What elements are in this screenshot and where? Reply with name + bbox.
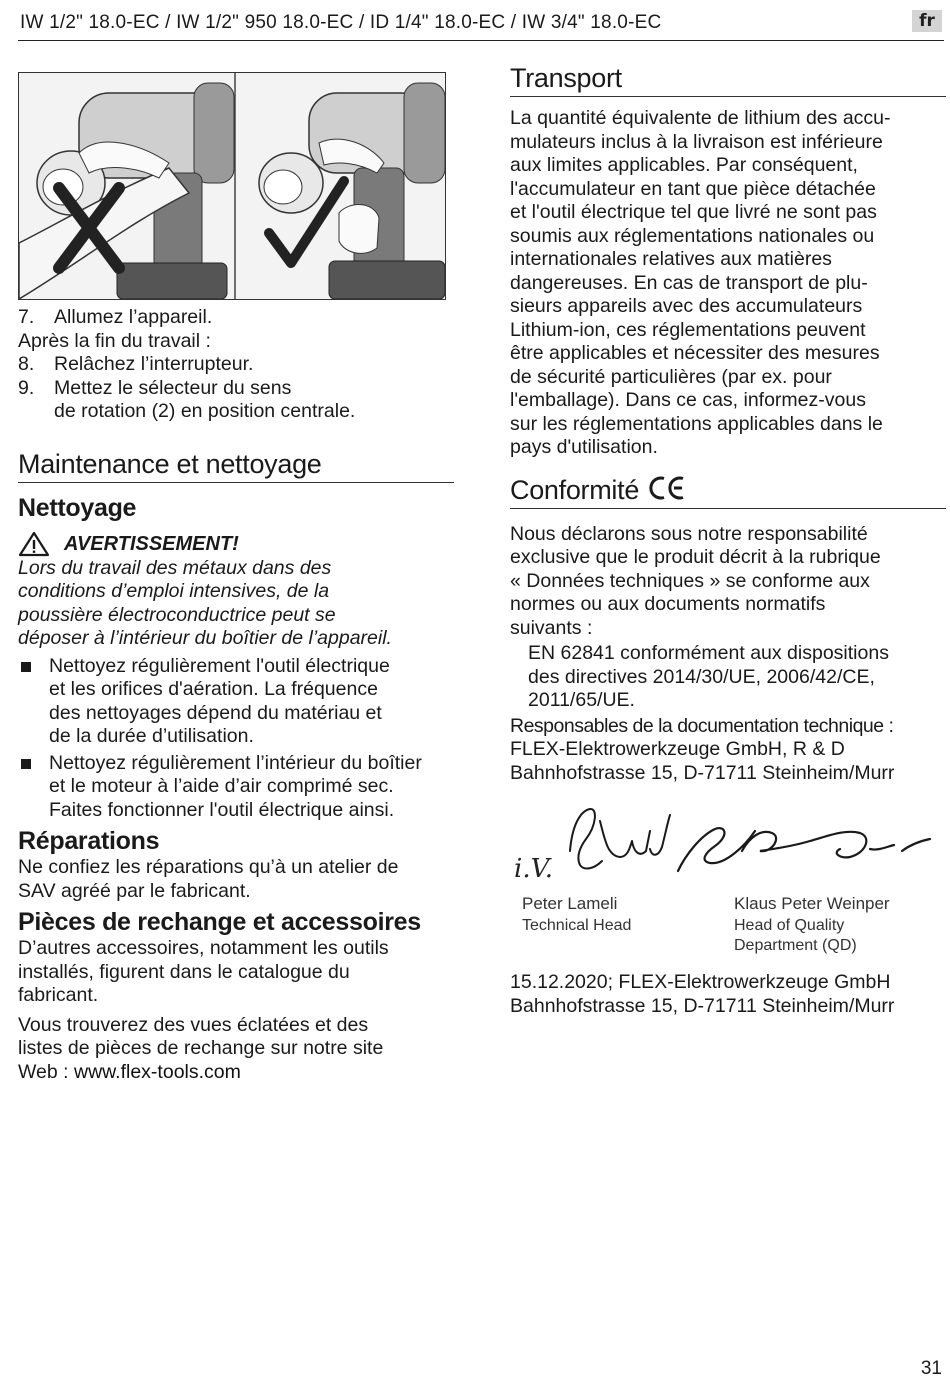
standards-list: EN 62841 conformément aux dispositions des directives 2014/30/UE, 2006/42/CE, 2011/65/UE. bbox=[528, 642, 889, 711]
transport-heading: Transport bbox=[510, 62, 946, 97]
cleaning-heading: Nettoyage bbox=[18, 493, 137, 522]
signatures bbox=[510, 791, 946, 963]
warning-triangle-icon bbox=[18, 531, 50, 557]
website-link[interactable]: www.flex-tools.com bbox=[74, 1060, 241, 1083]
page-header bbox=[18, 8, 944, 41]
svg-text:i.V.: i.V. bbox=[514, 854, 554, 884]
warning-title bbox=[18, 531, 454, 557]
tool-illustration bbox=[19, 73, 445, 299]
signature-peter-lameli bbox=[570, 809, 670, 869]
signer2-name: Klaus Peter Weinper bbox=[734, 894, 890, 913]
signature-prefix-iv bbox=[514, 854, 553, 884]
warning-text: Lors du travail des métaux dans des conditions d’emploi intensives, de la poussière électroconductrice peut se déposer à l’intérieur du boîtier de l’appareil. bbox=[18, 556, 392, 649]
left-column bbox=[18, 72, 454, 1084]
signer1-name: Peter Lameli bbox=[522, 894, 618, 913]
cleaning-bullet-2: Nettoyez régulièrement l’intérieur du boîtier et le moteur à l’aide d’air comprimé sec. Faites fonctionner l'outil électrique ainsi. bbox=[18, 752, 454, 823]
impact-wrench-wrong-grip bbox=[19, 83, 234, 299]
technical-documentation-text: Responsables de la documentation technique : FLEX-Elektrowerkzeuge GmbH, R & D Bahnhofstrasse 15, D-71711 Steinheim/Murr bbox=[510, 714, 895, 784]
operating-steps: 7. Allumez l’appareil. Après la fin du travail : 8. Relâchez l’interrupteur. 9. Mettez le sélecteur du sens de rotation (2) en position centrale. bbox=[18, 306, 454, 424]
language-badge: fr bbox=[912, 10, 942, 32]
signer1-role: Technical Head bbox=[522, 917, 632, 934]
conformity-heading: Conformité bbox=[510, 474, 946, 509]
signature-klaus-peter-weinper bbox=[678, 828, 930, 871]
step-7: 7. Allumez l’appareil. bbox=[18, 306, 213, 328]
signer2-role-line2: Department (QD) bbox=[734, 937, 857, 954]
impact-wrench-correct-grip bbox=[259, 83, 445, 299]
step-9: 9. Mettez le sélecteur du sens bbox=[18, 376, 292, 399]
header-title: IW 1/2" 18.0-EC / IW 1/2" 950 18.0-EC / ID 1/4" 18.0-EC / IW 3/4" 18.0-EC bbox=[20, 12, 662, 33]
step-8: 8. Relâchez l’interrupteur. bbox=[18, 353, 254, 375]
after-work-label: Après la fin du travail : bbox=[18, 329, 211, 352]
bullet-square-icon bbox=[21, 662, 31, 672]
right-column bbox=[510, 62, 946, 1018]
warning-label: AVERTISSEMENT! bbox=[64, 532, 239, 555]
exploded-views-text: Vous trouverez des vues éclatées et des listes de pièces de rechange sur notre site Web : www.flex-tools.com bbox=[18, 1013, 384, 1083]
cleaning-bullet-1: Nettoyez régulièrement l'outil électrique et les orifices d'aération. La fréquence des nettoyages dépend du matériau et de la durée d’utilisation. bbox=[18, 655, 454, 749]
repairs-text: Ne confiez les réparations qu’à un atelier de SAV agréé par le fabricant. bbox=[18, 856, 399, 902]
spare-parts-text: D’autres accessoires, notamment les outils installés, figurent dans le catalogue du fabricant. bbox=[18, 937, 389, 1006]
signer2-role-line1: Head of Quality bbox=[734, 917, 845, 934]
handwritten-signatures bbox=[510, 791, 946, 891]
tool-handling-figure bbox=[18, 72, 446, 300]
maintenance-heading: Maintenance et nettoyage bbox=[18, 448, 454, 483]
repairs-heading: Réparations bbox=[18, 827, 160, 855]
conformity-intro: Nous déclarons sous notre responsabilité exclusive que le produit décrit à la rubrique « Données techniques » se conforme aux normes ou aux documents normatifs suivants : bbox=[510, 522, 881, 639]
transport-text: La quantité équivalente de lithium des accu- mulateurs inclus à la livraison est inférieure aux limites applicables. Par conséquent, l'accumulateur en tant que pièce détachée et l'outil électrique tel que livré ne sont pas soumis aux réglementations nationales ou internationales relatives aux matières dangereuses. En cas de transport de plu- sieurs appareils avec des accumulateurs Lithium-ion, ces réglementations peuvent être applicables et nécessiter des mesures de sécurité particulières (par ex. pour l'emballage). Dans ce cas, informez-vous sur les réglementations applicables dans le pays d'utilisation. bbox=[510, 107, 891, 458]
ce-mark-icon bbox=[647, 475, 687, 501]
page-number: 31 bbox=[920, 1358, 942, 1379]
declaration-footer: 15.12.2020; FLEX-Elektrowerkzeuge GmbH Bahnhofstrasse 15, D-71711 Steinheim/Murr bbox=[510, 971, 895, 1017]
spare-parts-heading: Pièces de rechange et accessoires bbox=[18, 908, 421, 936]
bullet-square-icon bbox=[21, 759, 31, 769]
